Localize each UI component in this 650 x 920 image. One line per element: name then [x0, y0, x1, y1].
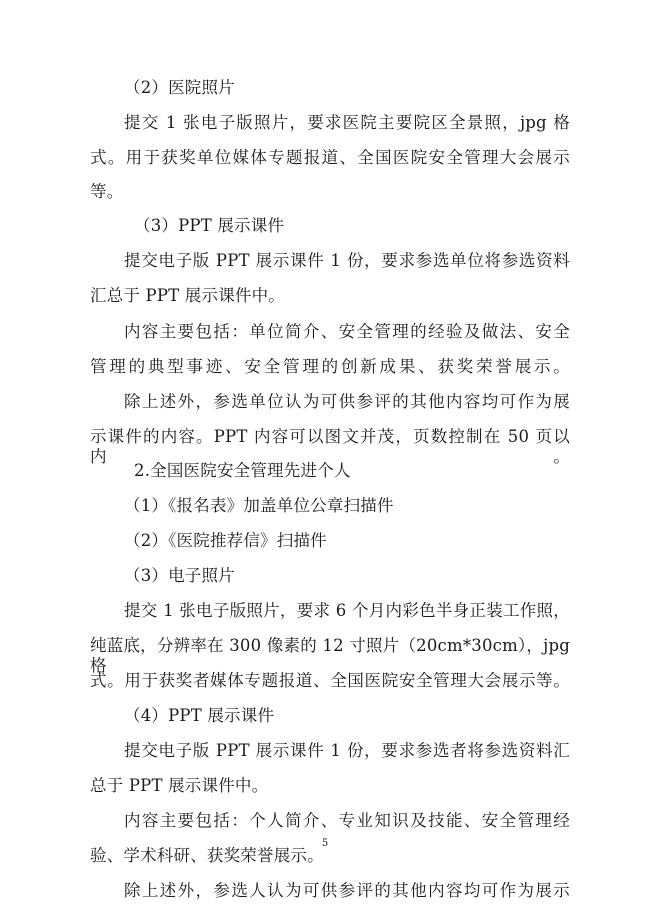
- paragraph-line: 式。用于获奖单位媒体专题报道、全国医院安全管理大会展示: [90, 148, 570, 167]
- heading-electronic-photo: （3）电子照片: [124, 566, 235, 585]
- paragraph-line: 等。: [90, 182, 124, 201]
- paragraph-line: 管理的典型事迹、安全管理的创新成果、获奖荣誉展示。: [90, 357, 570, 376]
- paragraph-line: 内容主要包括：单位简介、安全管理的经验及做法、安全: [124, 322, 570, 341]
- paragraph-line: 提交 1 张电子版照片，要求医院主要院区全景照，jpg 格: [124, 113, 570, 132]
- heading-ppt-courseware: （3）PPT 展示课件: [134, 216, 285, 235]
- paragraph-line: 内容主要包括：个人简介、专业知识及技能、安全管理经: [124, 811, 570, 830]
- paragraph-line: 提交电子版 PPT 展示课件 1 份，要求参选者将参选资料汇: [124, 741, 570, 760]
- list-item: （1）《报名表》加盖单位公章扫描件: [124, 496, 394, 515]
- paragraph-line: 汇总于 PPT 展示课件中。: [90, 286, 285, 305]
- paragraph-line: 纯蓝底，分辨率在 300 像素的 12 寸照片（20cm*30cm），jpg 格: [90, 636, 570, 675]
- paragraph-line: 除上述外，参选单位认为可供参评的其他内容均可作为展: [124, 392, 570, 411]
- paragraph-line: 示课件的内容。PPT 内容可以图文并茂，页数控制在 50 页以内。: [90, 427, 570, 466]
- paragraph-line: 验、学术科研、获奖荣誉展示。: [90, 846, 324, 865]
- paragraph-line: 除上述外，参选人认为可供参评的其他内容均可作为展示: [124, 881, 570, 900]
- heading-advanced-individual: 2.全国医院安全管理先进个人: [134, 461, 351, 480]
- heading-hospital-photo: （2）医院照片: [124, 78, 235, 97]
- list-item: （2）《医院推荐信》扫描件: [124, 531, 327, 550]
- heading-ppt-courseware-individual: （4）PPT 展示课件: [124, 706, 275, 725]
- page-number: 5: [321, 838, 329, 849]
- paragraph-line: 提交 1 张电子版照片，要求 6 个月内彩色半身正装工作照，: [124, 601, 570, 620]
- paragraph-line: 提交电子版 PPT 展示课件 1 份，要求参选单位将参选资料: [124, 251, 570, 270]
- paragraph-line: 式。用于获奖者媒体专题报道、全国医院安全管理大会展示等。: [90, 671, 570, 690]
- paragraph-line: 总于 PPT 展示课件中。: [90, 776, 269, 795]
